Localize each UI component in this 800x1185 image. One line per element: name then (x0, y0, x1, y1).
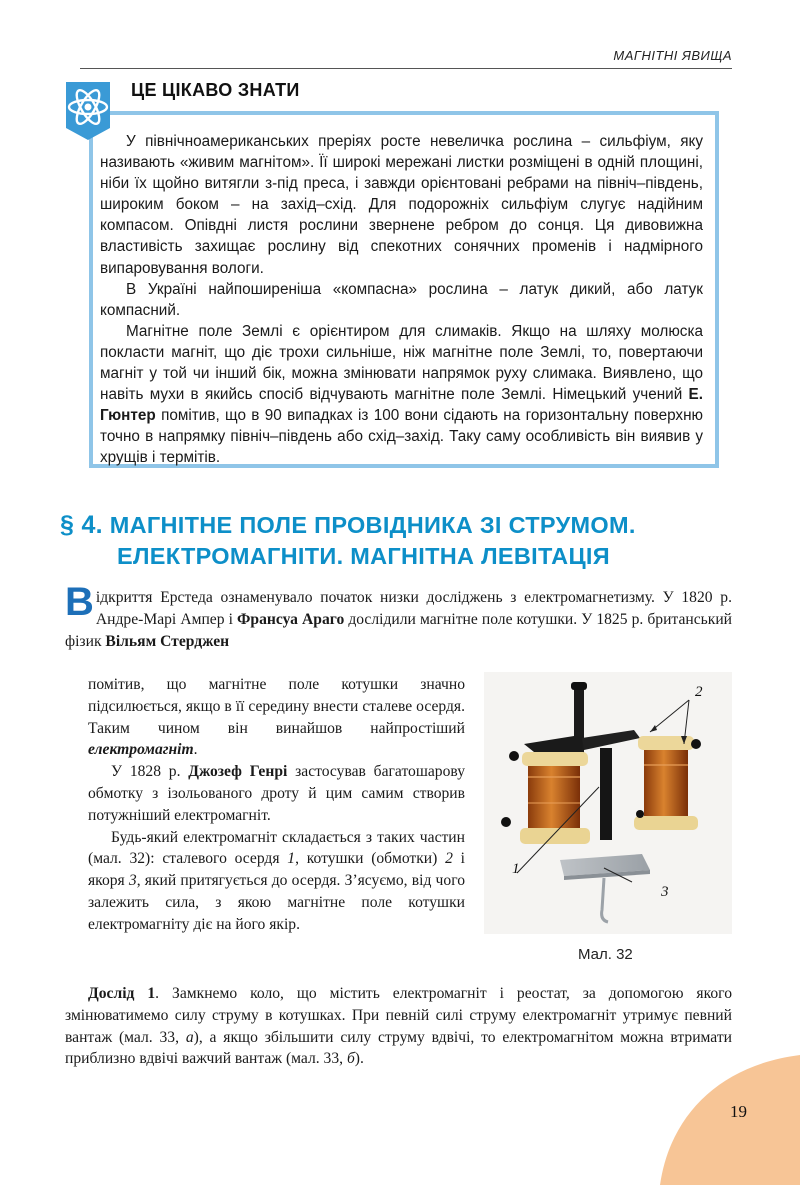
figure-label-3: 3 (661, 884, 669, 900)
section-title-line-1: МАГНІТНЕ ПОЛЕ ПРОВІДНИКА ЗІ СТРУМОМ. (109, 512, 636, 538)
figure-label-2: 2 (695, 684, 703, 700)
box-paragraph-1: У північноамериканських преріях росте невеличка рослина – сильфіум, яку називають «живим магнітом». Її широкі мережані листки розміщені в одній площині, ніби їх щойно витягли з-під преса, і завжди орієнтовані ребрами на північ–південь, широким боком – на захід–схід. Для подорожніх сильфіум слугує надійним компасом. Опівдні листя рослини звернене ребром до сонця. Ця дивовижна властивість захищає рослину від спекотних сонячних променів і надмірного випаровування вологи. (100, 133, 703, 277)
name-sturgeon: Вільям Стерджен (105, 632, 230, 650)
paragraph-henry: У 1828 р. Джозеф Генрі застосував багатошарову обмотку з ізольованого дроту й цим самим створив потужніший електромагніт. (88, 763, 465, 824)
paragraph-parts: Будь-який електромагніт складається з таких частин (мал. 32): сталевого осердя 1, котушки (обмотки) 2 і якоря 3, який притягується до осердя. З’ясуємо, від чого залежить сила, з якою магнітне поле котушки електромагніту діє на його якір. (88, 828, 465, 933)
figure-caption: Мал. 32 (578, 946, 633, 963)
box-text (100, 131, 703, 469)
section-title-line-2: ЕЛЕКТРОМАГНІТИ. МАГНІТНА ЛЕВІТАЦІЯ (117, 543, 610, 569)
page-number: 19 (730, 1102, 747, 1121)
section-title (60, 510, 636, 572)
running-head-text: МАГНІТНІ ЯВИЩА (613, 48, 732, 63)
drop-cap: В (65, 580, 94, 624)
name-arago: Франсуа Араго (237, 610, 345, 628)
box-title: ЦЕ ЦІКАВО ЗНАТИ (131, 80, 300, 100)
box-paragraph-3: Магнітне поле Землі є орієнтиром для слимаків. Якщо на шляху молюска покласти магніт, що діє трохи сильніше, ніж магнітне поле Землі, то, повертаючи магніт у той чи інший бік, можна змінювати напрямок руху слимака. Виявлено, що навіть мухи в якийсь спосіб відчувають магнітне поле Землі. Німецький учений Е. Гюнтер помітив, що в 90 випадках із 100 вони сідають на горизонтальну поверхню точно в напрямку північ–південь або схід–захід. Таку саму особливість він виявив у хрущів і термітів. (100, 322, 703, 467)
figure-label-1: 1 (512, 861, 520, 877)
scientist-name: Е. Гюнтер (100, 386, 703, 425)
intro-paragraph: Відкриття Ерстеда ознаменувало початок низки досліджень з електромагнетизму. У 1820 р. Андре-Марі Ампер і Франсуа Араго дослідили магнітне поле котушки. У 1825 р. британський фізик Вільям Стерджен (65, 580, 733, 650)
text-column (88, 674, 465, 936)
term-electromagnet: електромагніт (88, 741, 194, 759)
paragraph-sturgeon: помітив, що магнітне поле котушки значно підсилюється, якщо в її середину внести сталеве осердя. Таким чином він винайшов найпростіший електромагніт. (88, 676, 465, 759)
experiment-label: Дослід 1 (88, 985, 156, 1002)
electromagnet-photo (484, 672, 732, 934)
running-head (80, 42, 732, 69)
experiment-paragraph: Дослід 1. Замкнемо коло, що містить електромагніт і реостат, за допомогою якого змінюватимемо силу струму в котушках. При певній силі струму електромагніт утримує певний вантаж (мал. 33, а), а якщо збільшити силу струму вдвічі, то електромагнітом можна втримати приблизно вдвічі важчий вантаж (мал. 33, б). (65, 985, 732, 1068)
box-paragraph-2: В Україні найпоширеніша «компасна» рослина – латук дикий, або латук компасний. (100, 280, 703, 319)
section-number: § 4. (60, 511, 103, 539)
name-henry: Джозеф Генрі (188, 763, 288, 781)
